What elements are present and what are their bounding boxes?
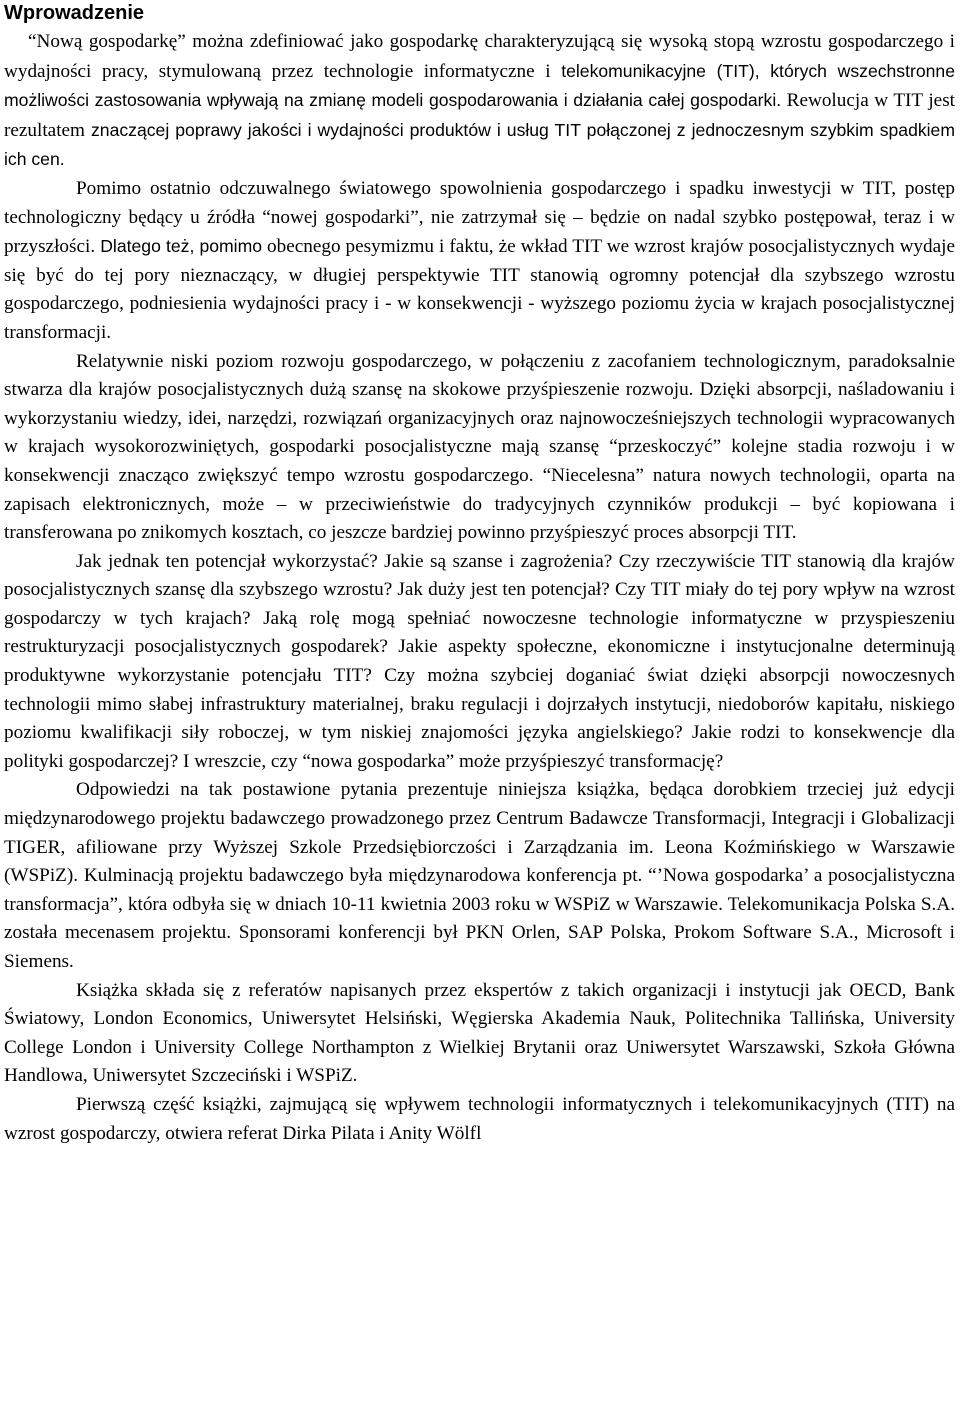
paragraph-1-text-c: Rewolucja w TIT jest rezultatem xyxy=(4,90,955,141)
paragraph-1-text-d: znaczącej poprawy jakości i wydajności produktów i usług TIT połączonej z jednoczesnym szybkim spadkiem ich cen. xyxy=(4,119,955,170)
document-page xyxy=(4,0,955,1148)
paragraph-4: Jak jednak ten potencjał wykorzystać? Jakie są szanse i zagrożenia? Czy rzeczywiście TIT stanowią dla krajów posocjalistycznych szansę dla szybszego wzrostu? Jak duży jest ten potencjał? Czy TIT miały do tej pory wpływ na wzrost gospodarczy w tych krajach? Jaką rolę mogą spełniać nowoczesne technologie informatyczne w przyspieszeniu restrukturyzacji posocjalistycznych gospodarek? Jakie aspekty społeczne, ekonomiczne i instytucjonalne determinują produktywne wykorzystanie potencjału TIT? Czy można szybciej doganiać świat dzięki absorpcji nowoczesnych technologii mimo słabej infrastruktury materialnej, braku regulacji i dojrzałych instytucji, niedoborów kapitału, niskiego poziomu kwalifikacji siły roboczej, w tym niskiej znajomości języka angielskiego? Jakie rodzi to konsekwencje dla polityki gospodarczej? I wreszcie, czy “nowa gospodarka” może przyśpieszyć transformację? xyxy=(4,550,955,772)
paragraph-1-text-b: telekomunikacyjne (TIT), których wszechstronne możliwości zastosowania wpływają na zmianę modeli gospodarowania i działania całej gospodarki. xyxy=(4,60,955,111)
paragraph-1 xyxy=(4,28,955,175)
paragraph-3: Relatywnie niski poziom rozwoju gospodarczego, w połączeniu z zacofaniem technologicznym, paradoksalnie stwarza dla krajów posocjalistycznych dużą szansę na skokowe przyśpieszenie rozwoju. Dzięki absorpcji, naśladowaniu i wykorzystaniu wiedzy, idei, narzędzi, rozwiązań organizacyjnych oraz najnowocześniejszych technologii wypracowanych w krajach wysokorozwiniętych, gospodarki posocjalistyczne mają szansę “przeskoczyć” kolejne stadia rozwoju i w konsekwencji znacząco zwiększyć tempo wzrostu gospodarczego. “Niecelesna” natura nowych technologii, oparta na zapisach elektronicznych, może – w przeciwieństwie do tradycyjnych czynników produkcji – być kopiowana i transferowana po znikomych kosztach, co jeszcze bardziej powinno przyśpieszyć proces absorpcji TIT. xyxy=(4,350,955,544)
paragraph-2-text-b: Dlatego też, pomimo xyxy=(95,236,263,257)
paragraph-2-text-c: obecnego pesymizmu i faktu, że wkład TIT we wzrost krajów posocjalistycznych wydaje się być do tej pory nieznaczący, w długiej perspektywie TIT stanowią ogromny potencjał dla szybszego wzrostu gospodarczego, podniesienia wydajności pracy i - w konsekwencji - wyższego poziomu życia w krajach posocjalistycznej transformacji. xyxy=(4,236,955,343)
paragraph-2-text-a: Pomimo ostatnio odczuwalnego światowego spowolnienia gospodarczego i spadku inwestycji w TIT, postęp technologiczny będący u źródła “nowej gospodarki”, nie zatrzymał się – będzie on nadal szybko postępował, teraz i w przyszłości. xyxy=(4,177,955,258)
paragraph-5: Odpowiedzi na tak postawione pytania prezentuje niniejsza książka, będąca dorobkiem trzeciej już edycji międzynarodowego projektu badawczego prowadzonego przez Centrum Badawcze Transformacji, Integracji i Globalizacji TIGER, afiliowane przy Wyższej Szkole Przedsiębiorczości i Zarządzania im. Leona Koźmińskiego w Warszawie (WSPiZ). Kulminacją projektu badawczego była międzynarodowa konferencja pt. “’Nowa gospodarka’ a posocjalistyczna transformacja”, która odbyła się w dniach 10-11 kwietnia 2003 roku w WSPiZ w Warszawie. Telekomunikacja Polska S.A. została mecenasem projektu. Sponsorami konferencji był PKN Orlen, SAP Polska, Prokom Software S.A., Microsoft i Siemens. xyxy=(4,779,955,972)
paragraph-1-text-a: “Nową gospodarkę” można zdefiniować jako gospodarkę charakteryzującą się wysoką stopą wzrostu gospodarczego i wydajności pracy, stymulowaną przez technologie informatyczne i xyxy=(4,31,955,82)
section-heading: Wprowadzenie xyxy=(4,2,145,24)
paragraph-7: Pierwszą część książki, zajmującą się wpływem technologii informatycznych i telekomunikacyjnych (TIT) na wzrost gospodarczy, otwiera referat Dirka Pilata i Anity Wölfl xyxy=(4,1093,955,1144)
paragraph-2 xyxy=(4,175,955,348)
paragraph-6: Książka składa się z referatów napisanych przez ekspertów z takich organizacji i instytucji jak OECD, Bank Światowy, London Economics, Uniwersytet Helsiński, Węgierska Akademia Nauk, Politechnika Tallińska, University College London i University College Northampton z Wielkiej Brytanii oraz Uniwersytet Warszawski, Szkoła Główna Handlowa, Uniwersytet Szczeciński i WSPiZ. xyxy=(4,979,955,1087)
